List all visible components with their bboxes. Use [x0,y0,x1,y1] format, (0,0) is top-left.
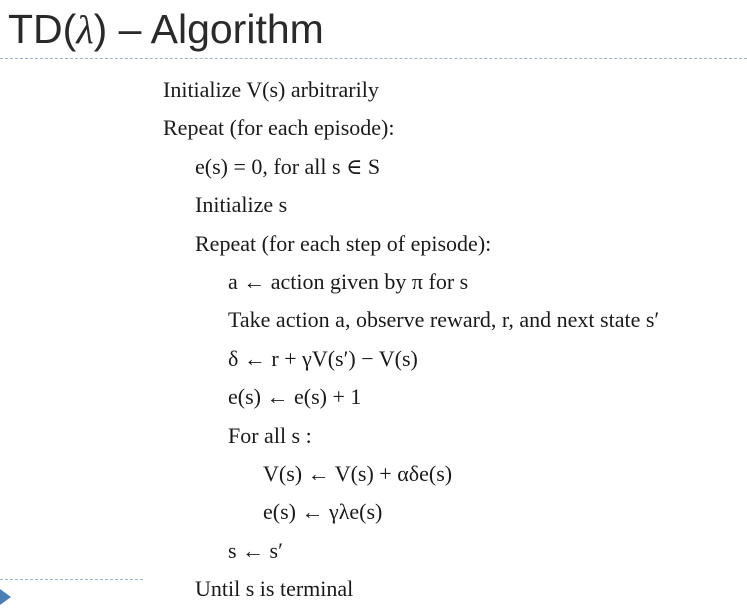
algo-line-initialize-v: Initialize V(s) arbitrarily [163,77,379,102]
algo-line-until-terminal: Until s is terminal [195,576,354,601]
algo-line-choose-action: a ← action given by π for s [228,269,469,294]
algo-line-repeat-step: Repeat (for each step of episode): [195,231,492,256]
algo-line-take-action: Take action a, observe reward, r, and next state s′ [228,307,660,332]
algo-line-advance-state: s ← s′ [228,538,283,563]
title-suffix: ) – Algorithm [93,6,324,52]
title-lambda: λ [76,7,94,52]
title-divider [0,58,747,59]
algo-line-for-all-s: For all s : [228,423,312,448]
triangle-bullet-icon [0,589,11,605]
footer-divider [0,579,143,580]
algo-line-increment-trace: e(s) ← e(s) + 1 [228,384,362,409]
algo-line-initialize-s: Initialize s [195,192,288,217]
algo-line-decay-trace: e(s) ← γλe(s) [263,499,383,524]
algo-line-update-v: V(s) ← V(s) + αδe(s) [263,461,453,486]
title-prefix: TD( [8,6,77,52]
slide-title [8,4,324,55]
algo-line-reset-traces: e(s) = 0, for all s ∈ S [195,154,381,179]
algo-line-td-error: δ ← r + γV(s′) − V(s) [228,346,418,371]
algo-line-repeat-episode: Repeat (for each episode): [163,115,395,140]
